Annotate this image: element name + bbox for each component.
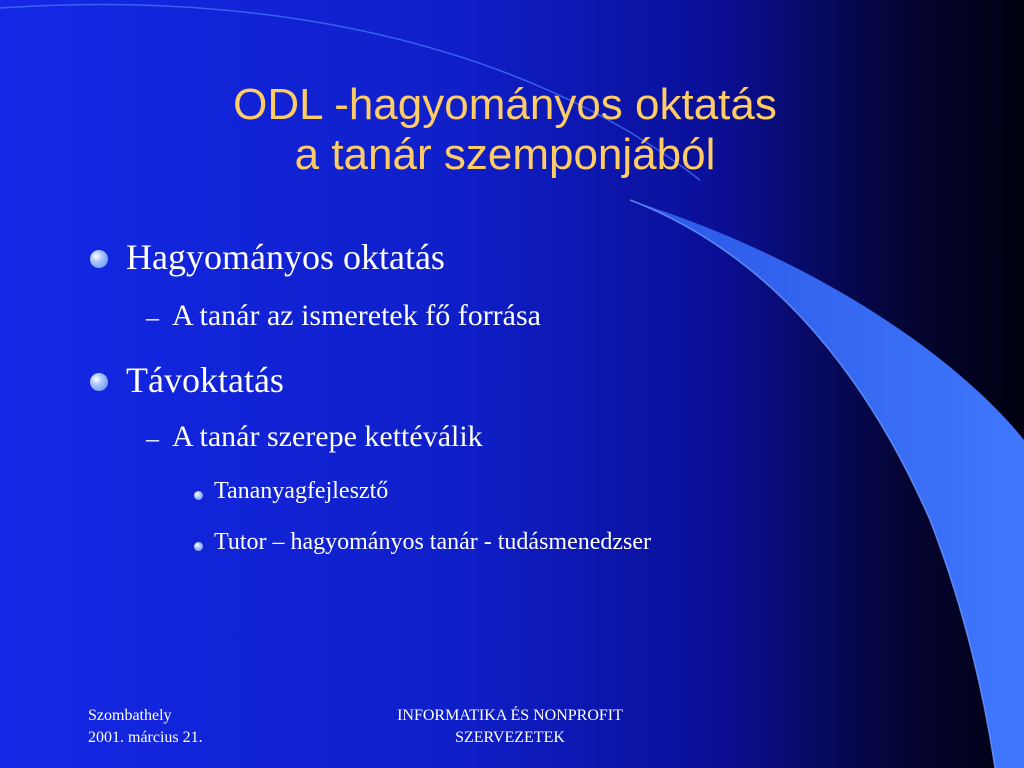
footer-date: 2001. március 21. [88, 729, 203, 746]
title-line-1: ODL -hagyományos oktatás [233, 80, 777, 129]
footer-org-line-2: SZERVEZETEK [455, 729, 565, 746]
footer-organization [340, 705, 680, 749]
bullet-dot-icon [90, 373, 108, 391]
title-line-2: a tanár szemponjából [294, 130, 716, 179]
small-bullet-dot-icon [194, 491, 203, 500]
footer-org-line-1: INFORMATIKA ÉS NONPROFIT [397, 707, 623, 724]
small-bullet-dot-icon [194, 542, 203, 551]
footer-location: Szombathely [88, 707, 172, 724]
bullet-item: Hagyományos oktatás [126, 237, 445, 277]
slide-title [100, 80, 910, 180]
footer-location-date [88, 705, 203, 749]
bullet-item: Távoktatás [126, 360, 284, 400]
dash-icon: – [146, 424, 159, 453]
bullet-dot-icon [90, 250, 108, 268]
sub-sub-bullet-item: Tutor – hagyományos tanár - tudásmenedzser [214, 529, 652, 555]
dash-icon: – [146, 303, 159, 332]
sub-bullet-item: A tanár az ismeretek fő forrása [172, 299, 541, 332]
sub-bullet-item: A tanár szerepe kettéválik [172, 420, 483, 453]
sub-sub-bullet-item: Tananyagfejlesztő [214, 478, 389, 504]
